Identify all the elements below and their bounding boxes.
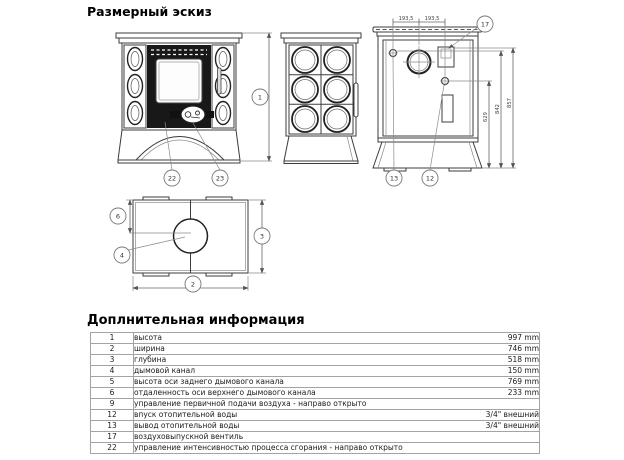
row-desc: дымовой канал (134, 366, 462, 377)
air-valve-box (438, 47, 454, 67)
row-value: 997 mm (461, 333, 540, 344)
junction-box (442, 95, 453, 122)
svg-text:23: 23 (215, 174, 225, 183)
control-dial (181, 106, 205, 123)
row-desc: управление первичной подачи воздуха - направо открыто (134, 399, 462, 410)
page-title: Размерный эскиз (87, 4, 212, 19)
row-num: 2 (91, 344, 134, 355)
row-value: 746 mm (461, 344, 540, 355)
table-row (91, 355, 540, 366)
row-value: 3/4" внешний (461, 410, 540, 421)
row-num: 1 (91, 333, 134, 344)
dim-label-left-offset: 193,5 (398, 16, 414, 22)
row-value: 233 mm (461, 388, 540, 399)
top-view (133, 197, 248, 276)
callout-6 (110, 208, 126, 224)
table-row (91, 344, 540, 355)
table-row (91, 421, 540, 432)
side-view (281, 33, 361, 164)
callout-4 (114, 247, 130, 263)
table-row (91, 333, 540, 344)
row-desc: высота (134, 333, 462, 344)
callout-23 (212, 170, 228, 186)
row-desc: отдаленность оси верхнего дымового канала (134, 388, 462, 399)
dim-label-857: 857 (507, 98, 513, 108)
svg-text:17: 17 (480, 20, 490, 29)
callout-22 (164, 170, 180, 186)
row-num: 22 (91, 443, 134, 454)
svg-text:1: 1 (257, 93, 263, 102)
callout-13 (386, 170, 402, 186)
rear-view (373, 27, 482, 171)
info-table (90, 332, 540, 454)
table-row (91, 388, 540, 399)
row-value: 518 mm (461, 355, 540, 366)
row-num: 5 (91, 377, 134, 388)
svg-text:22: 22 (167, 174, 177, 183)
row-num: 6 (91, 388, 134, 399)
svg-text:2: 2 (190, 280, 196, 289)
row-value: 3/4" внешний (461, 421, 540, 432)
door-handle (218, 68, 222, 94)
row-desc: вывод отопительной воды (134, 421, 462, 432)
flue-top-view (174, 219, 208, 253)
row-value: 150 mm (461, 366, 540, 377)
door-glass (156, 59, 202, 103)
svg-text:12: 12 (425, 174, 435, 183)
dim-label-842: 842 (495, 104, 501, 114)
row-num: 9 (91, 399, 134, 410)
row-num: 13 (91, 421, 134, 432)
dim-label-right-offset: 193,5 (424, 16, 440, 22)
table-row (91, 443, 540, 454)
dim-label-629: 629 (483, 112, 489, 122)
table-row (91, 399, 540, 410)
table-row (91, 410, 540, 421)
svg-text:3: 3 (259, 232, 265, 241)
row-desc: глубина (134, 355, 462, 366)
side-handle (354, 83, 358, 117)
row-value (461, 399, 540, 410)
table-row (91, 432, 540, 443)
callout-1 (252, 89, 268, 105)
svg-text:6: 6 (115, 212, 121, 221)
table-row (91, 377, 540, 388)
svg-text:4: 4 (119, 251, 125, 260)
dimensional-sketch (85, 10, 555, 310)
row-value (461, 432, 540, 443)
svg-text:13: 13 (389, 174, 399, 183)
row-desc: впуск отопительной воды (134, 410, 462, 421)
row-desc: воздуховыпускной вентиль (134, 432, 462, 443)
callout-3 (254, 228, 270, 244)
row-value: 769 mm (461, 377, 540, 388)
callout-12 (422, 170, 438, 186)
front-view (116, 33, 242, 163)
row-desc: управление интенсивностью процесса сгорания - направо открыто (134, 443, 462, 454)
table-row (91, 366, 540, 377)
info-section-title: Доплнительная информация (87, 313, 305, 328)
row-num: 4 (91, 366, 134, 377)
row-desc: ширина (134, 344, 462, 355)
callout-2 (185, 276, 201, 292)
row-desc: высота оси заднего дымового канала (134, 377, 462, 388)
row-num: 12 (91, 410, 134, 421)
callout-17 (477, 16, 493, 32)
stove-base (118, 130, 240, 160)
row-num: 3 (91, 355, 134, 366)
row-num: 17 (91, 432, 134, 443)
row-value (461, 443, 540, 454)
